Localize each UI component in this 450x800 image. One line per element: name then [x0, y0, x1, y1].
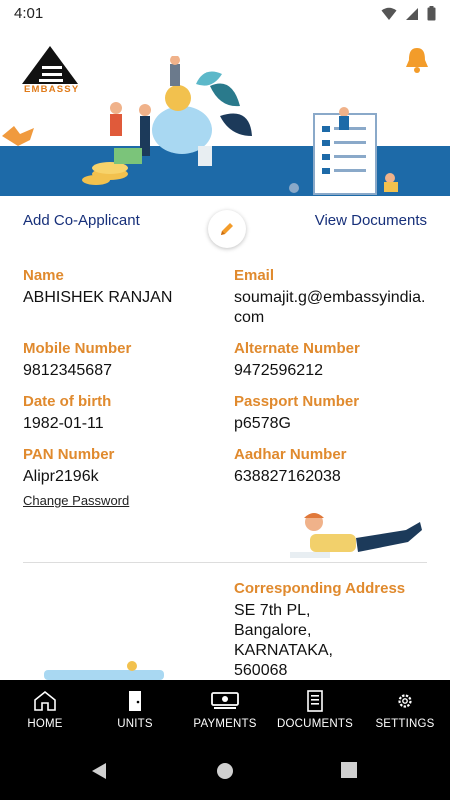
system-nav-bar: [0, 740, 450, 800]
action-row: [0, 206, 450, 242]
section-divider: [23, 562, 427, 563]
header-banner: [0, 28, 450, 196]
pan-label: PAN Number: [23, 446, 115, 463]
illustration-people-icon: [0, 56, 450, 196]
door-icon: [127, 690, 143, 712]
pan-field: [23, 446, 213, 487]
wifi-icon: [381, 7, 397, 21]
dob-field: [23, 393, 213, 434]
pan-value: Alipr2196k: [23, 468, 99, 485]
nav-settings-label: SETTINGS: [375, 718, 435, 730]
address-value: SE 7th PL, Bangalore, KARNATAKA, 560068: [234, 602, 333, 679]
edit-profile-button[interactable]: [208, 210, 246, 248]
person-reading-icon: [286, 508, 426, 564]
logo-text: EMBASSY: [24, 84, 80, 95]
alternate-number-field: [234, 340, 434, 381]
add-co-applicant-link[interactable]: Add Co-Applicant: [23, 212, 140, 229]
battery-icon: [427, 6, 436, 21]
name-value: ABHISHEK RANJAN: [23, 289, 173, 306]
address-field: [234, 580, 434, 681]
name-label: Name: [23, 267, 64, 284]
alternate-number-value: 9472596212: [234, 362, 323, 379]
nav-payments-label: PAYMENTS: [193, 718, 257, 730]
nav-documents[interactable]: [270, 680, 360, 740]
aadhar-label: Aadhar Number: [234, 446, 347, 463]
email-label: Email: [234, 267, 275, 284]
nav-home-label: HOME: [27, 718, 63, 730]
nav-documents-label: DOCUMENTS: [277, 718, 353, 730]
view-documents-link[interactable]: View Documents: [314, 212, 427, 229]
nav-units[interactable]: [90, 680, 180, 740]
signal-icon: [405, 7, 419, 21]
nav-settings[interactable]: [360, 680, 450, 740]
home-icon: [33, 690, 57, 712]
gear-icon: [396, 692, 414, 710]
sofa-person-icon: [44, 656, 164, 680]
alternate-number-label: Alternate Number: [234, 340, 360, 357]
name-field: [23, 267, 213, 308]
address-label: Corresponding Address: [234, 580, 406, 597]
pencil-icon: [218, 220, 236, 238]
change-password-link[interactable]: Change Password: [23, 493, 130, 508]
mobile-value: 9812345687: [23, 362, 112, 379]
status-bar: [0, 0, 450, 28]
dob-value: 1982-01-11: [23, 415, 104, 432]
home-circle-icon[interactable]: [216, 762, 234, 780]
nav-units-label: UNITS: [117, 718, 153, 730]
mobile-field: [23, 340, 213, 381]
aadhar-field: [234, 446, 434, 487]
passport-value: p6578G: [234, 415, 291, 432]
passport-field: [234, 393, 434, 434]
dob-label: Date of birth: [23, 393, 112, 410]
status-icons: [381, 6, 436, 21]
bottom-nav: [0, 680, 450, 740]
back-icon[interactable]: [90, 762, 108, 780]
email-field: [234, 267, 434, 328]
email-value: soumajit.g@embassyindia.com: [234, 289, 426, 326]
mobile-label: Mobile Number: [23, 340, 132, 357]
aadhar-value: 638827162038: [234, 468, 341, 485]
passport-label: Passport Number: [234, 393, 360, 410]
nav-payments[interactable]: [180, 680, 270, 740]
cash-icon: [211, 691, 239, 711]
recents-icon[interactable]: [341, 762, 357, 778]
status-time: 4:01: [14, 5, 44, 22]
nav-home[interactable]: [0, 680, 90, 740]
document-icon: [306, 690, 324, 712]
